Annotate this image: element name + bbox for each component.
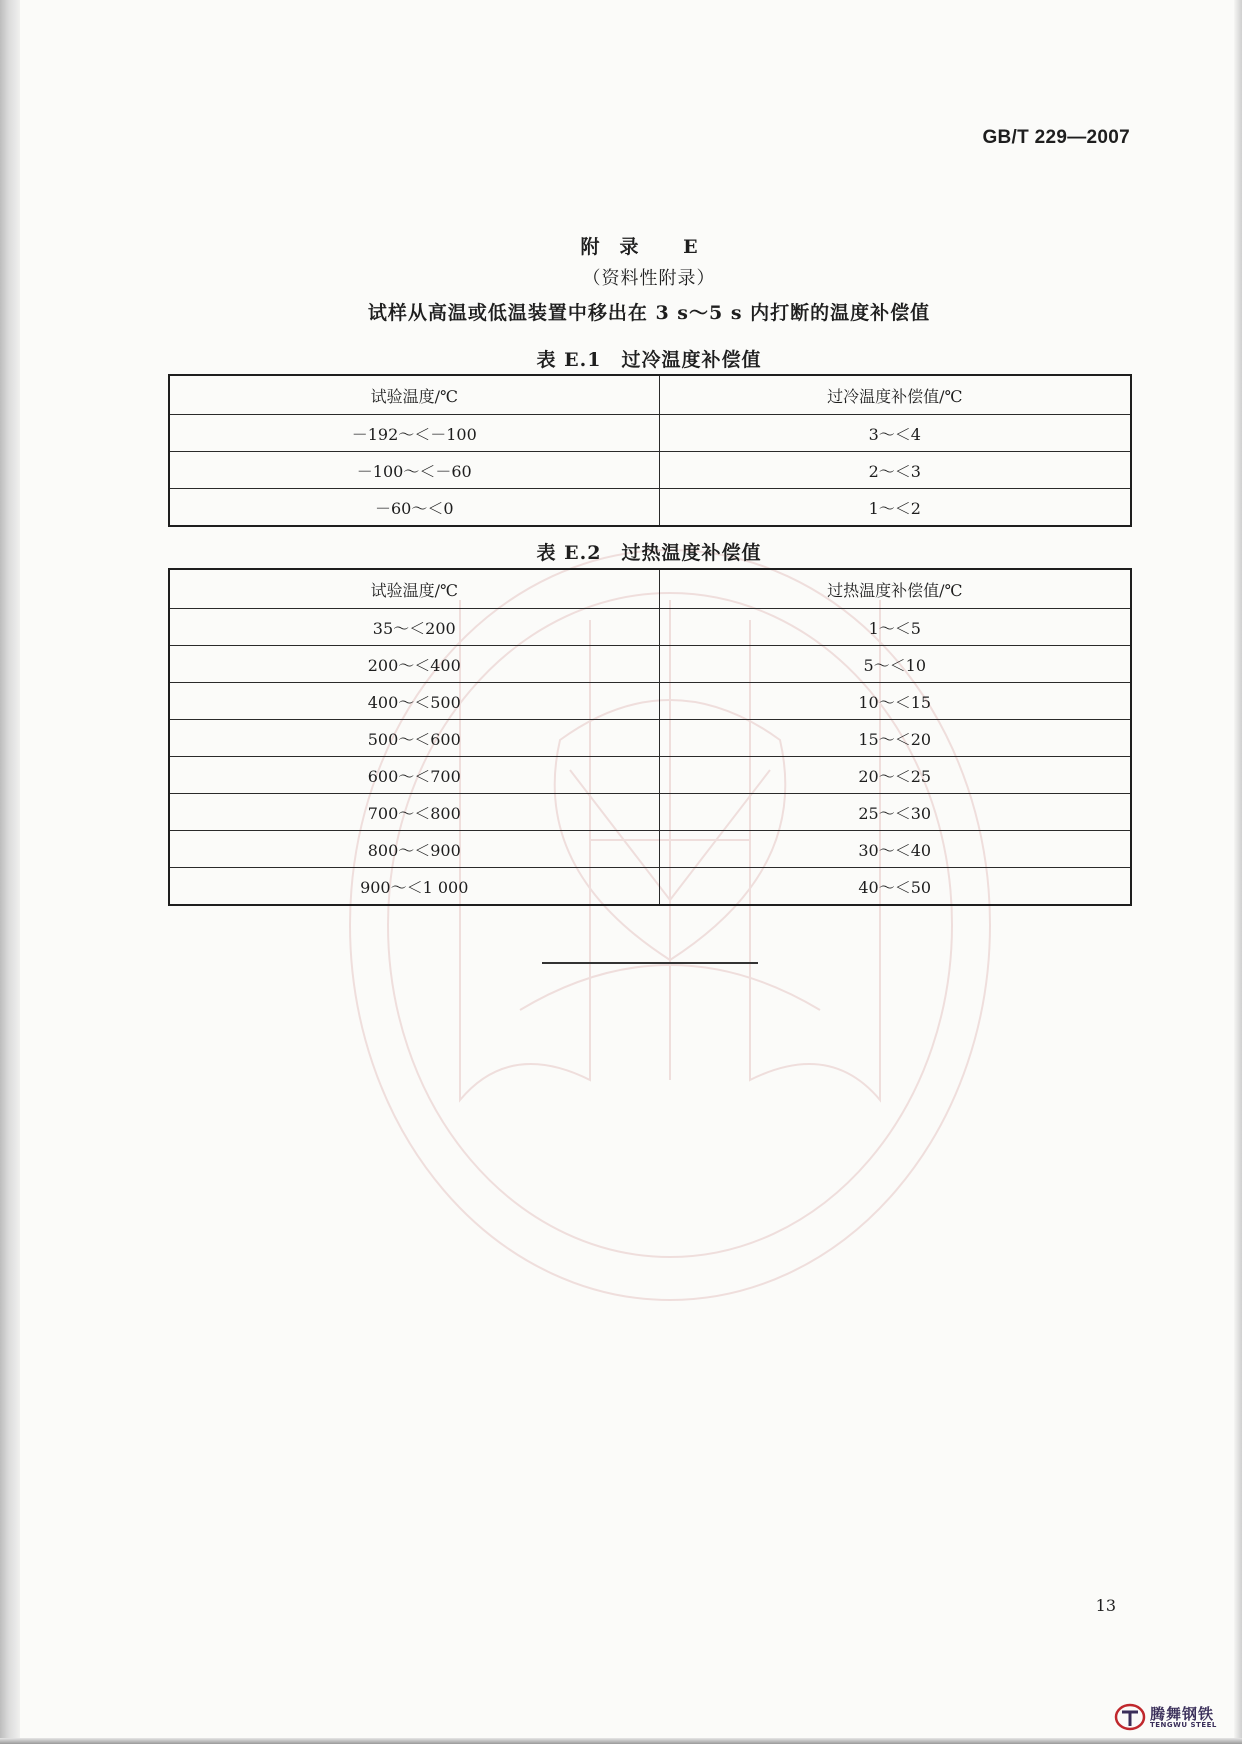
cell-compensation: 10～＜15 (659, 683, 1131, 720)
table-row (169, 794, 1131, 831)
table-row (169, 720, 1131, 757)
table-supercooling-compensation (168, 374, 1132, 527)
cell-compensation: 2～＜3 (659, 452, 1131, 489)
page-number: 13 (1095, 1596, 1116, 1615)
cell-test-temperature: 500～＜600 (169, 720, 659, 757)
table-row (169, 452, 1131, 489)
column-header: 试验温度/℃ (169, 569, 659, 609)
table-row (169, 683, 1131, 720)
cell-test-temperature: －100～＜－60 (169, 452, 659, 489)
cell-test-temperature: 200～＜400 (169, 646, 659, 683)
table-caption: 表 E.2 过热温度补偿值 (536, 542, 762, 564)
table-header-row (169, 375, 1131, 415)
book-spine-shadow (0, 0, 20, 1744)
annex-heading (168, 232, 1130, 259)
table-row (169, 646, 1131, 683)
column-header: 过热温度补偿值/℃ (659, 569, 1131, 609)
annex-kind: （资料性附录） (582, 268, 716, 289)
table-superheating-compensation (168, 568, 1132, 906)
table-row (169, 415, 1131, 452)
cell-compensation: 25～＜30 (659, 794, 1131, 831)
annex-letter: E (683, 236, 718, 258)
cell-test-temperature: 35～＜200 (169, 609, 659, 646)
cell-compensation: 15～＜20 (659, 720, 1131, 757)
cell-compensation: 40～＜50 (659, 868, 1131, 906)
table-row (169, 609, 1131, 646)
table-row (169, 489, 1131, 527)
cell-test-temperature: 800～＜900 (169, 831, 659, 868)
column-header: 试验温度/℃ (169, 375, 659, 415)
table-header-row (169, 569, 1131, 609)
table-row (169, 757, 1131, 794)
column-header: 过冷温度补偿值/℃ (659, 375, 1131, 415)
end-of-annex-rule (542, 962, 758, 964)
cell-test-temperature: －192～＜－100 (169, 415, 659, 452)
table-caption: 表 E.1 过冷温度补偿值 (536, 349, 762, 371)
cell-test-temperature: －60～＜0 (169, 489, 659, 527)
cell-test-temperature: 400～＜500 (169, 683, 659, 720)
table-row (169, 868, 1131, 906)
page-right-edge (1234, 0, 1242, 1744)
cell-compensation: 1～＜5 (659, 609, 1131, 646)
standard-number: GB/T 229—2007 (982, 127, 1130, 148)
table-row (169, 831, 1131, 868)
cell-test-temperature: 600～＜700 (169, 757, 659, 794)
brand-name: 腾舞钢铁 (1150, 1705, 1215, 1723)
tengwu-logo-icon (1114, 1702, 1146, 1732)
cell-compensation: 30～＜40 (659, 831, 1131, 868)
annex-label: 附录 (580, 236, 659, 258)
cell-test-temperature: 900～＜1 000 (169, 868, 659, 906)
brand-logo-badge (1112, 1700, 1230, 1734)
cell-compensation: 1～＜2 (659, 489, 1131, 527)
cell-test-temperature: 700～＜800 (169, 794, 659, 831)
cell-compensation: 5～＜10 (659, 646, 1131, 683)
brand-name-en: TENGWU STEEL (1150, 1721, 1217, 1729)
cell-compensation: 20～＜25 (659, 757, 1131, 794)
annex-title: 试样从高温或低温装置中移出在 3 s～5 s 内打断的温度补偿值 (367, 302, 931, 324)
page-bottom-edge (0, 1738, 1242, 1744)
cell-compensation: 3～＜4 (659, 415, 1131, 452)
